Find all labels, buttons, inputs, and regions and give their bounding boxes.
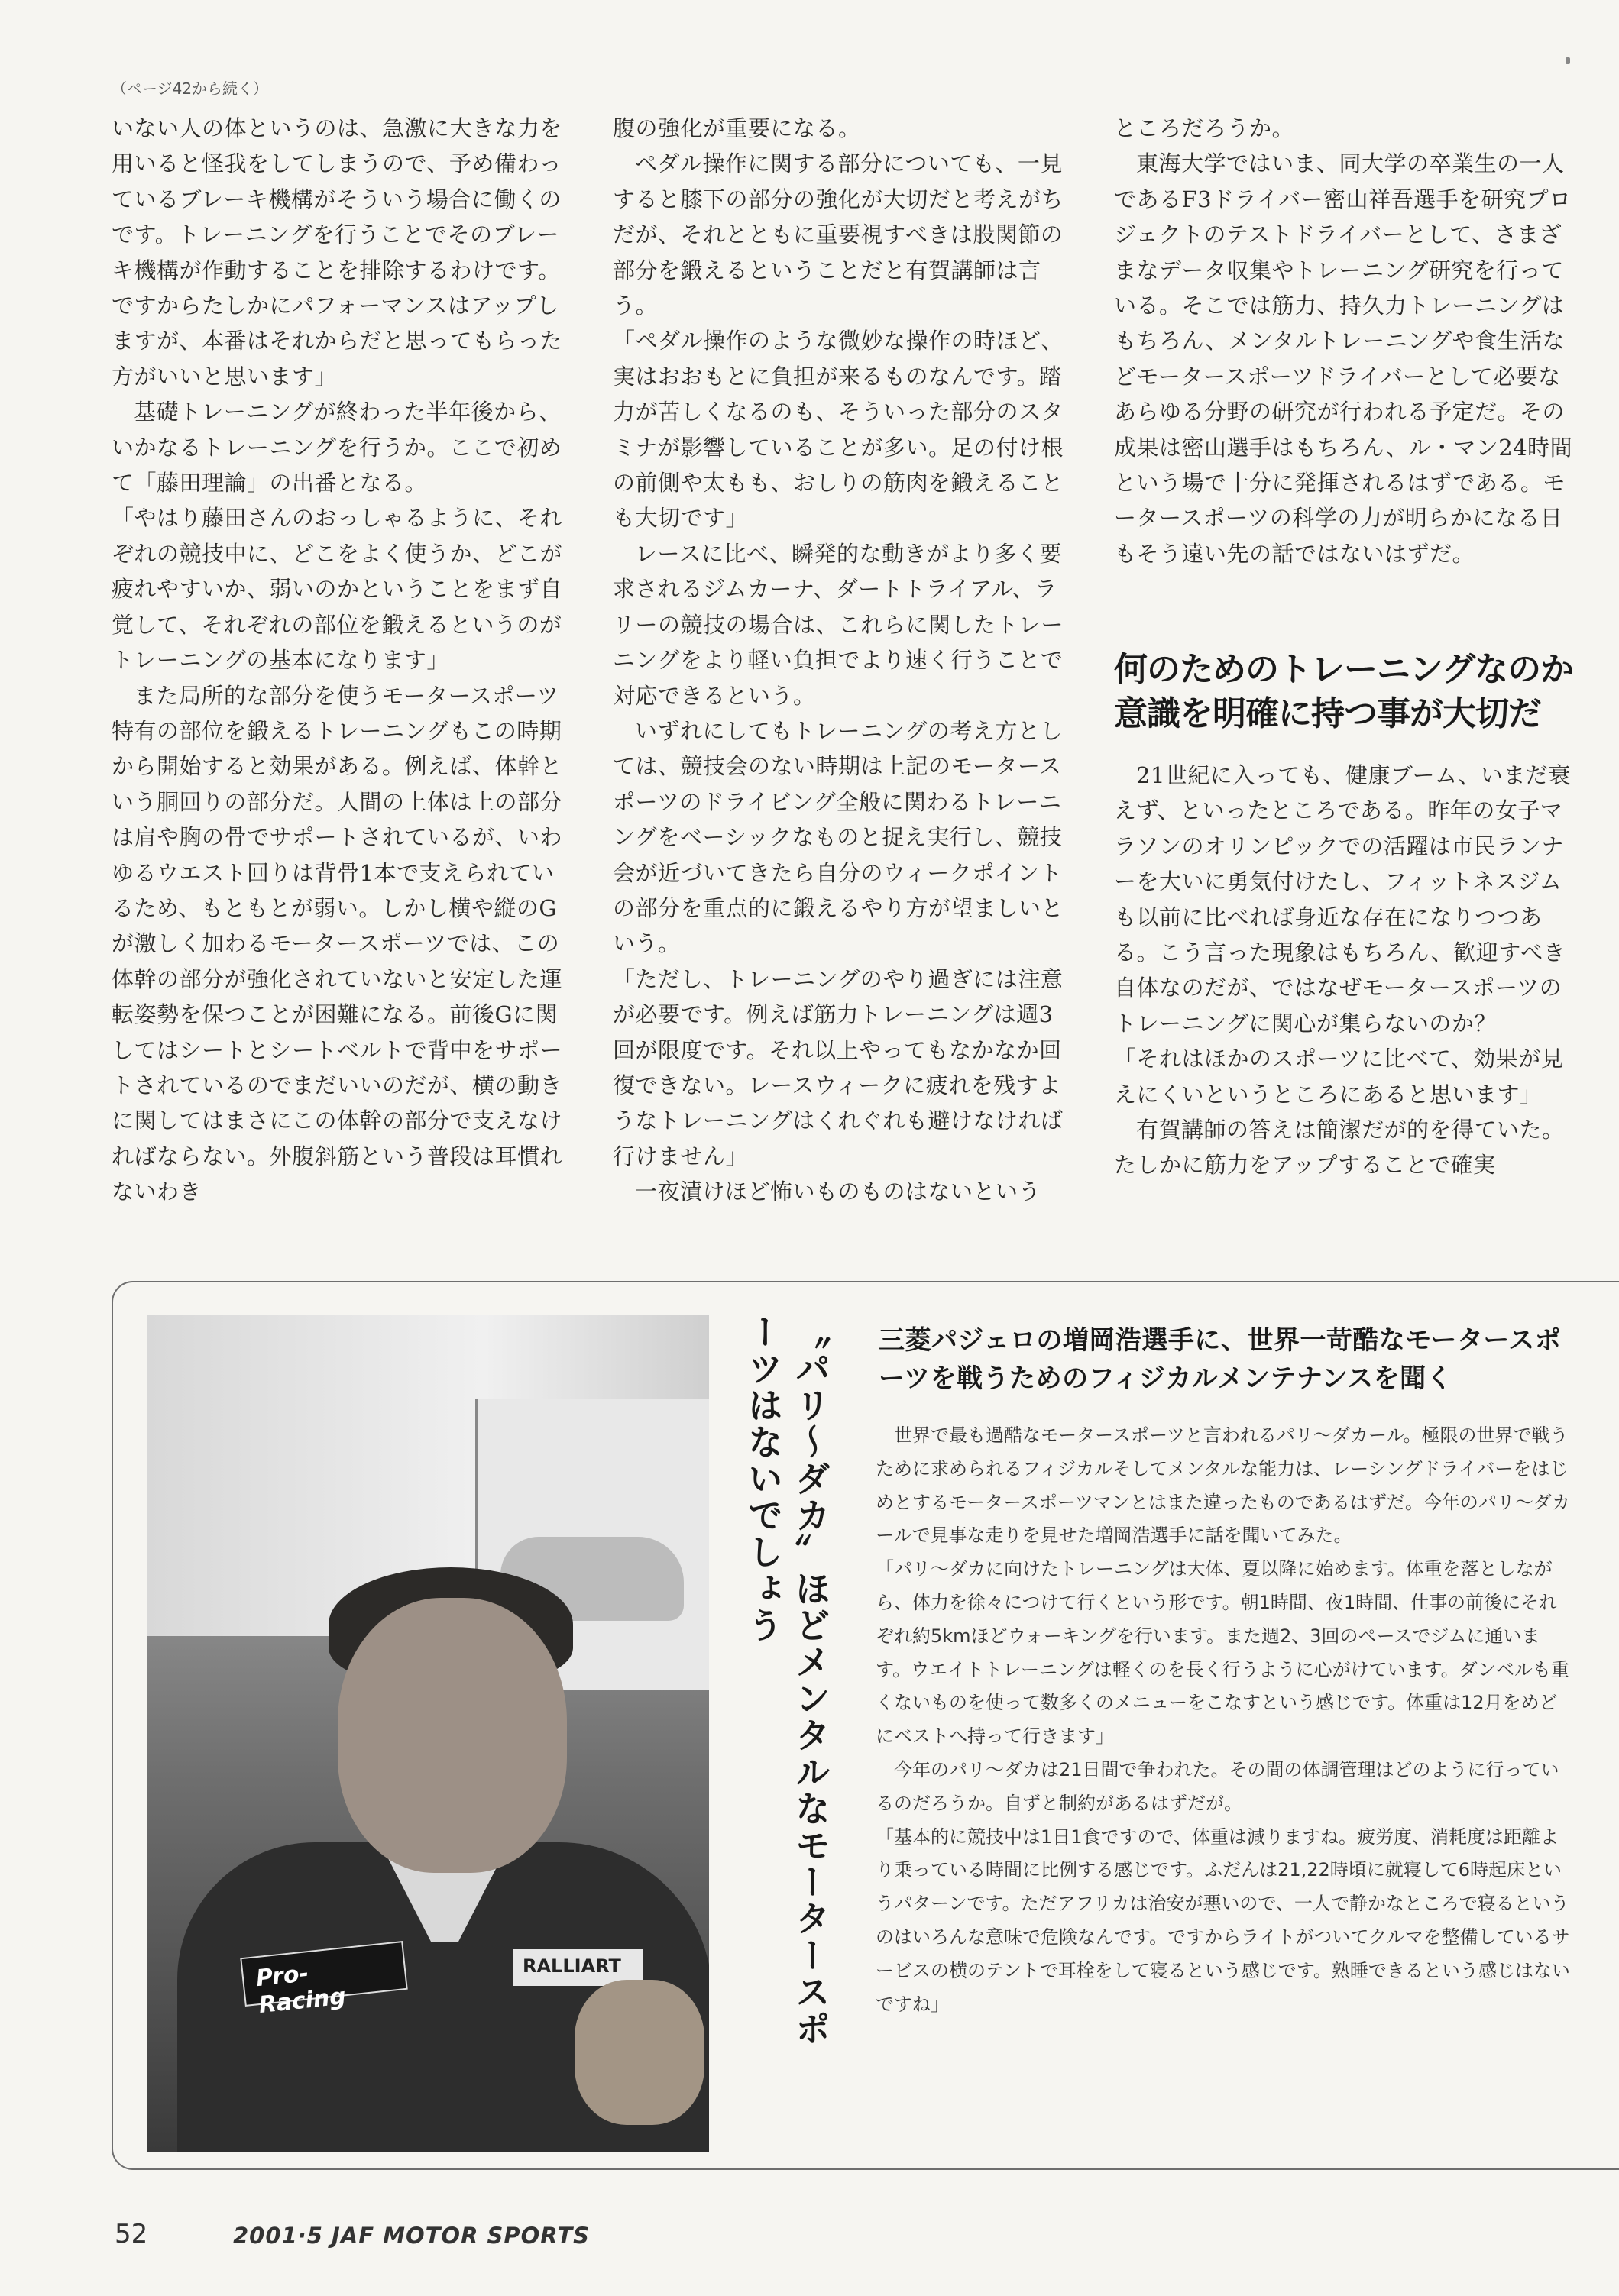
paragraph: レースに比べ、瞬発的な動きがより多く要求されるジムカーナ、ダートトライアル、ラリーの競技の場合は、これらに関したトレーニングをより軽い負担でより速く行うことで対応できるという。 — [613, 540, 1064, 709]
sidebar-body — [876, 1419, 1572, 2021]
article-column-2 — [613, 111, 1075, 1210]
paragraph: 東海大学ではいま、同大学の卒業生の一人であるF3ドライバー密山祥吾選手を研究プロジェクトのテストドライバーとして、さまざまなデータ収集やトレーニング研究を行っている。そこでは筋力、持久力トレーニングはもちろん、メンタルトレーニングや食生活などモータースポーツドライバーとして必要なあらゆる分野の研究が行われる予定だ。その成果は密山選手はもちろん、ル・マン24時間という場で十分に発揮されるはずである。モータースポーツの科学の力が明らかになる日もそう遠い先の話ではないはずだ。 — [1114, 150, 1573, 567]
paragraph: 「ただし、トレーニングのやり過ぎには注意が必要です。例えば筋力トレーニングは週3回が限度です。それ以上やってもなかなか回復できない。レースウィークに疲れを残すようなトレーニングはくれぐれも避けなければ行けません」 — [613, 965, 1064, 1169]
article-column-1 — [112, 111, 574, 1210]
paragraph: 「ペダル操作のような微妙な操作の時ほど、実はおおもとに負担が来るものなんです。踏力が苦しくなるのも、そういった部分のスタミナが影響していることが多い。足の付け根の前側や太もも、おしりの筋肉を鍛えることも大切です」 — [613, 328, 1064, 532]
decorative-dot — [1566, 57, 1570, 64]
paragraph: ところだろうか。 — [1114, 115, 1295, 141]
sidebar-vertical-title: 〝パリ〜ダカ〞ほどメンタルなモータースポーツはないでしょう — [743, 1314, 831, 2047]
interview-photo — [147, 1315, 709, 2152]
paragraph: いない人の体というのは、急激に大きな力を用いると怪我をしてしまうので、予め備わっているブレーキ機構がそういう場合に働くのです。トレーニングを行うことでそのブレーキ機構が作動することを排除するわけです。ですからたしかにパフォーマンスはアップしますが、本番はそれからだと思ってもらった方がいいと思います」 — [112, 115, 563, 390]
photo-hand — [575, 1980, 704, 2125]
section-heading: 何のためのトレーニングなのか意識を明確に持つ事が大切だ — [1114, 650, 1574, 733]
photo-face — [338, 1598, 567, 1873]
page-number: 52 — [115, 2219, 148, 2249]
paragraph: 「それはほかのスポーツに比べて、効果が見えにくいというところにあると思います」 — [1114, 1046, 1564, 1108]
paragraph: 今年のパリ〜ダカは21日間で争われた。その間の体調管理はどのように行っているのだろうか。自ずと制約があるはずだが。 — [876, 1758, 1559, 1814]
paragraph: いずれにしてもトレーニングの考え方としては、競技会のない時期は上記のモータースポーツのドライビング全般に関わるトレーニングをベーシックなものと捉え実行し、競技会が近づいてきたら自分のウィークポイントの部分を重点的に鍛えるやり方が望ましいという。 — [613, 717, 1064, 957]
article-column-3-continued — [1114, 758, 1576, 1183]
patch-ralliart-text: RALLIART — [523, 1955, 621, 1977]
paragraph: 基礎トレーニングが終わった半年後から、いかなるトレーニングを行うか。ここで初めて「藤田理論」の出番となる。 — [112, 399, 562, 496]
article-column-3 — [1114, 111, 1576, 571]
paragraph: 有賀講師の答えは簡潔だが的を得ていた。たしかに筋力をアップすることで確実 — [1114, 1117, 1565, 1179]
paragraph: 「基本的に競技中は1日1食ですので、体重は減りますね。疲労度、消耗度は距離より乗っている時間に比例する感じです。ふだんは21,22時頃に就寝して6時起床というパターンです。ただアフリカは治安が悪いので、一人で静かなところで寝るというのはいろんな意味で危険なんです。ですからライトがついてクルマを整備しているサービスの横のテントで耳栓をして寝るという感じです。熟睡できるという感じはないですね」 — [876, 1825, 1570, 2015]
paragraph: 21世紀に入っても、健康ブーム、いまだ衰えず、といったところである。昨年の女子マラソンのオリンピックでの活躍は市民ランナーを大いに勇気付けたし、フィットネスジムも以前に比べれば身近な存在になりつつある。こう言った現象はもちろん、歓迎すべき自体なのだが、ではなぜモータースポーツのトレーニングに関心が集らないのか？ — [1114, 762, 1571, 1036]
paragraph: 一夜漬けほど怖いものものはないという — [635, 1179, 1041, 1205]
patch-pro-racing-text: Pro-Racing — [254, 1960, 348, 2020]
paragraph: ペダル操作に関する部分についても、一見すると膝下の部分の強化が大切だと考えがちだが、それとともに重要視すべきは股関節の部分を鍛えるということだと有賀講師は言う。 — [613, 150, 1064, 319]
paragraph: また局所的な部分を使うモータースポーツ特有の部位を鍛えるトレーニングもこの時期から開始すると効果がある。例えば、体幹という胴回りの部分だ。人間の上体は上の部分は肩や胸の骨でサポートされているが、いわゆるウエスト回りは背骨1本で支えられているため、もともとが弱い。しかし横や縦のGが激しく加わるモータースポーツでは、この体幹の部分が強化されていないと安定した運転姿勢を保つことが困難になる。前後Gに関してはシートとシートベルトで背中をサポートされているのでまだいいのだが、横の動きに関してはまさにこの体幹の部分で支えなければならない。外腹斜筋という普段は耳慣れないわき — [112, 682, 563, 1205]
issue-label: 2001·5 JAF MOTOR SPORTS — [233, 2223, 591, 2249]
paragraph: 「パリ〜ダカに向けたトレーニングは大体、夏以降に始めます。体重を落としながら、体力を徐々につけて行くという形です。朝1時間、夜1時間、仕事の前後にそれぞれ約5kmほどウォーキングを行います。また週2、3回のペースでジムに通います。ウエイトトレーニングは軽くのを長く行うように心がけています。ダンベルも重くないものを使って数多くのメニューをこなすという感じです。体重は12月をめどにベストへ持って行きます」 — [876, 1558, 1569, 1748]
paragraph: 「やはり藤田さんのおっしゃるように、それぞれの競技中に、どこをよく使うか、どこが疲れやすいか、弱いのかということをまず自覚して、それぞれの部位を鍛えるというのがトレーニングの基本になります」 — [112, 505, 563, 674]
paragraph: 世界で最も過酷なモータースポーツと言われるパリ〜ダカール。極限の世界で戦うために求められるフィジカルそしてメンタルな能力は、レーシングドライバーをはじめとするモータースポーツマンとはまた違ったものであるはずだ。今年のパリ〜ダカールで見事な走りを見せた増岡浩選手に話を聞いてみた。 — [876, 1424, 1570, 1547]
sidebar-subheading: 三菱パジェロの増岡浩選手に、世界一苛酷なモータースポーツを戦うためのフィジカルメンテナンスを聞く — [879, 1325, 1562, 1394]
continued-note: （ページ42から続く） — [112, 79, 269, 98]
paragraph: 腹の強化が重要になる。 — [613, 115, 861, 141]
